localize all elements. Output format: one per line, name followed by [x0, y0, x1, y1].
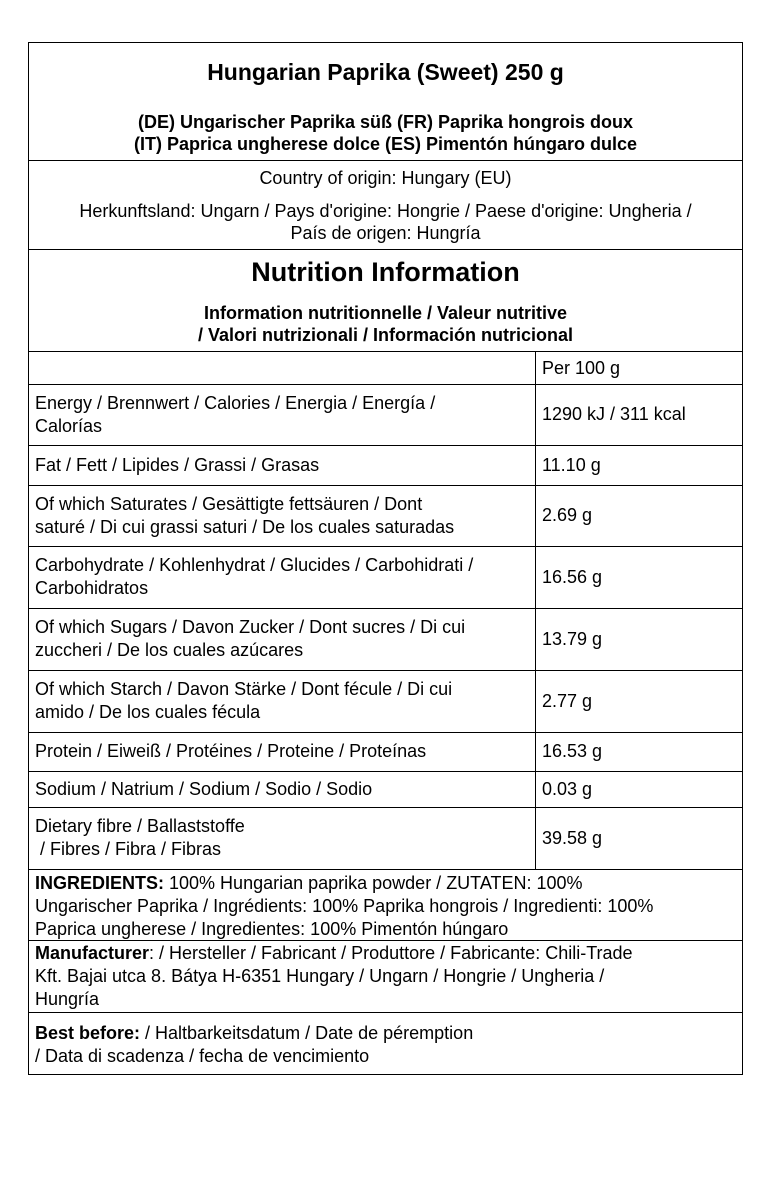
- per-100g-header: Per 100 g: [542, 357, 621, 378]
- nutrient-value: 16.56 g: [542, 566, 603, 587]
- nutrient-value: 2.69 g: [542, 505, 593, 525]
- nutrient-name: [35, 608, 525, 670]
- nutrient-name-line-2: Calorías: [35, 415, 103, 436]
- nutrient-name-line-1: Of which Sugars / Davon Zucker / Dont sucres / Di cui: [35, 617, 466, 637]
- best-before-text-2: / Data di scadenza / fecha de vencimiento: [35, 1046, 370, 1066]
- nutrition-subtitle: [29, 302, 742, 346]
- nutrient-name-line-1: Protein / Eiweiß / Protéines / Proteine / Proteínas: [35, 741, 427, 761]
- nutrient-name: [35, 546, 525, 608]
- best-before-label: Best before:: [35, 1023, 141, 1043]
- divider: [29, 249, 742, 250]
- nutrition-label: [28, 42, 743, 1075]
- nutrient-name-line-1: Dietary fibre / Ballaststoffe: [35, 816, 245, 836]
- nutrient-value: 13.79 g: [542, 628, 603, 649]
- manufacturer-text-2: Kft. Bajai utca 8. Bátya H-6351 Hungary / Ungarn / Hongrie / Ungheria /: [35, 966, 605, 986]
- country-of-origin: Country of origin: Hungary (EU): [259, 168, 512, 188]
- nutrient-name-line-1: Carbohydrate / Kohlenhydrat / Glucides / Carbohidrati /: [35, 555, 474, 575]
- divider: [29, 1012, 742, 1013]
- translations-line-2: (IT) Paprica ungherese dolce (ES) Pimentón húngaro dulce: [133, 134, 638, 154]
- nutrition-subtitle-line-2: / Valori nutrizionali / Información nutricional: [197, 325, 574, 345]
- nutrient-name: [35, 384, 525, 445]
- table-row: [29, 670, 742, 732]
- product-translations: [29, 111, 742, 155]
- nutrient-value: 1290 kJ / 311 kcal: [542, 404, 686, 424]
- nutrient-name-line-1: Of which Saturates / Gesättigte fettsäuren / Dont: [35, 493, 423, 514]
- nutrition-subtitle-line-1: Information nutritionnelle / Valeur nutritive: [203, 303, 568, 323]
- table-header-row: [29, 352, 742, 384]
- table-row: [29, 384, 742, 445]
- nutrient-name: [35, 485, 525, 546]
- nutrient-name-line-2: zuccheri / De los cuales azúcares: [35, 640, 304, 660]
- nutrient-value: 2.77 g: [542, 690, 593, 711]
- nutrition-header: [29, 257, 742, 288]
- nutrient-name-line-2: Carbohidratos: [35, 578, 149, 598]
- table-row: [29, 732, 742, 771]
- nutrient-name: [35, 670, 525, 732]
- nutrient-name-line-1: Sodium / Natrium / Sodium / Sodio / Sodio: [35, 778, 373, 799]
- best-before-text-1: / Haltbarkeitsdatum / Date de péremption: [140, 1023, 474, 1043]
- nutrient-name-line-2: saturé / Di cui grassi saturi / De los cuales saturadas: [35, 516, 455, 537]
- ingredients-section: [35, 872, 740, 941]
- nutrient-name: [35, 445, 525, 485]
- nutrient-name-line-2: amido / De los cuales fécula: [35, 702, 261, 722]
- divider: [29, 869, 742, 870]
- translations-line-1: (DE) Ungarischer Paprika süß (FR) Paprika hongrois doux: [137, 112, 634, 132]
- best-before-section: [35, 1022, 740, 1068]
- manufacturer-text-3: Hungría: [35, 989, 100, 1009]
- ingredients-label: INGREDIENTS:: [35, 873, 165, 893]
- nutrient-value: 39.58 g: [542, 827, 603, 848]
- manufacturer-label: Manufacturer: [35, 943, 150, 963]
- ingredients-text-2: Ungarischer Paprika / Ingrédients: 100% Paprika hongrois / Ingredienti: 100%: [35, 896, 654, 916]
- table-row: [29, 485, 742, 546]
- nutrient-name-line-1: Energy / Brennwert / Calories / Energia / Energía /: [35, 392, 436, 413]
- nutrient-name-line-2: / Fibres / Fibra / Fibras: [35, 839, 222, 859]
- divider: [29, 940, 742, 941]
- table-row: [29, 608, 742, 670]
- nutrient-name-line-1: Fat / Fett / Lipides / Grassi / Grasas: [35, 454, 320, 475]
- ingredients-text-1: 100% Hungarian paprika powder / ZUTATEN: 100%: [164, 873, 583, 893]
- origin-translations: [29, 200, 742, 244]
- nutrient-value: 16.53 g: [542, 741, 603, 761]
- table-row: [29, 771, 742, 807]
- origin-translations-line-1: Herkunftsland: Ungarn / Pays d'origine: Hongrie / Paese d'origine: Ungheria /: [79, 201, 692, 221]
- table-row: [29, 445, 742, 485]
- manufacturer-text-1: : / Hersteller / Fabricant / Produttore / Fabricante: Chili-Trade: [149, 943, 633, 963]
- nutrient-name: [35, 732, 525, 771]
- nutrient-value: 0.03 g: [542, 778, 593, 799]
- ingredients-text-3: Paprica ungherese / Ingredientes: 100% Pimentón húngaro: [35, 919, 509, 939]
- table-row: [29, 546, 742, 608]
- nutrition-title: Nutrition Information: [251, 257, 520, 287]
- product-title: Hungarian Paprika (Sweet) 250 g: [207, 59, 564, 85]
- manufacturer-section: [35, 942, 740, 1011]
- product-header: [29, 59, 742, 86]
- divider: [29, 160, 742, 161]
- nutrient-value: 11.10 g: [542, 454, 601, 475]
- nutrient-name: [35, 771, 525, 807]
- nutrient-name-line-1: Of which Starch / Davon Stärke / Dont fécule / Di cui: [35, 679, 453, 699]
- table-row: [29, 807, 742, 869]
- origin-section: [29, 167, 742, 189]
- origin-translations-line-2: País de origen: Hungría: [290, 223, 481, 243]
- nutrient-name: [35, 807, 525, 869]
